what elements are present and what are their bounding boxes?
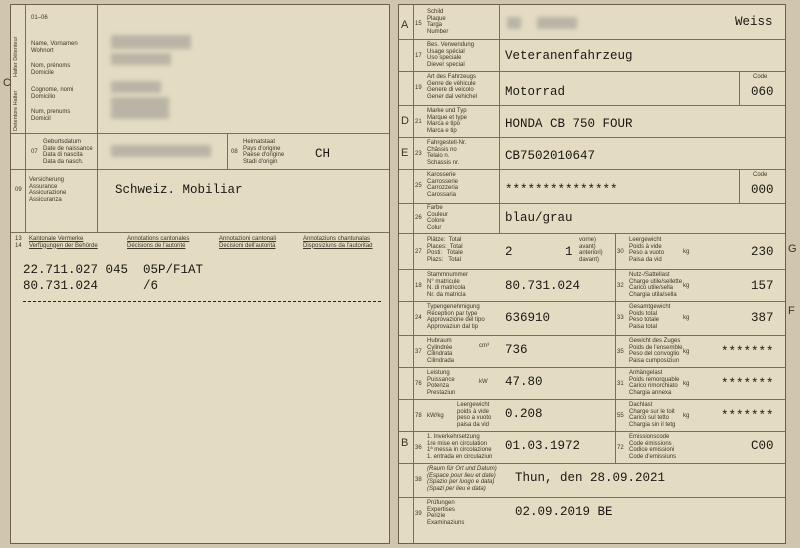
emission-code-label: Emissionscode Code émissions Codice emissioni Code d'emissiuns [629,434,677,460]
displacement-label: Hubraum Cylindrée Cilindrata Cilindrada [427,338,455,364]
body-code-box [739,169,740,203]
name-label: Name, Vornamen Wohnort [31,41,78,54]
margin-letter-f: F [788,305,795,317]
place-date-value: Thun, den 28.09.2021 [515,471,666,485]
tow-load-value: ******* [721,377,774,391]
birth-row [11,133,389,170]
body-row [399,169,785,204]
annotation-line-2: 80.731.024 /6 [23,279,159,293]
vehicle-type-label: Art des Fahrzeugs Genre de véhicule Genere di veicolo Gener dal vehichel [427,74,478,100]
color-row [399,203,785,234]
displacement-divider [615,335,616,367]
field-38-number: 38 [415,477,422,483]
seats-total-value: 2 [505,245,513,259]
field-13-number: 13 [15,236,22,242]
make-value: HONDA CB 750 FOUR [505,117,633,131]
payload-value: 157 [751,279,774,293]
margin-letter-c: C [3,77,11,89]
type-code-label: Code [753,74,768,80]
color-value: blau/grau [505,211,573,225]
power-weight-divider [615,399,616,431]
seats-front-value: 1 [565,245,573,259]
body-label: Karosserie Carrosserie Carrozzeria Carossaria [427,172,459,198]
body-code-label: Code [753,172,768,178]
annotations-it-label: Annotazioni cantonali Decisioni dell'autorità [219,236,277,249]
margin-letter-e: E [401,147,409,159]
field-14-number: 14 [15,243,22,249]
power-value: 47.80 [505,375,543,389]
home-value: CH [315,147,331,161]
body-value: *************** [505,183,618,197]
approval-divider [615,301,616,335]
field-17-number: 17 [415,53,422,59]
use-label: Bes. Verwendung Usage spécial Uso speciale Diever special [427,42,475,68]
annotation-line-1: 22.711.027 045 05P/F1AT [23,263,204,277]
gross-weight-unit: kg [683,315,690,321]
plate-label: Schild Plaque Targa Number [427,9,449,35]
type-code-value: 060 [751,85,774,99]
use-row [399,39,785,72]
birth-home-divider [227,133,228,169]
annotation-dashed-line [23,301,381,302]
examination-label: Prüfungen Expertises Perizie Examinaziuns [427,500,465,526]
holder-row [11,5,389,134]
field-37-number: 37 [415,349,422,355]
redacted-name [111,35,191,49]
field-30-number: 30 [617,249,624,255]
first-registration-label: 1. Inverkehrsetzung 1re mise en circulation 1ª messa in circolazione 1. entrada en circulaziun [427,434,493,460]
power-weight-label: Leergewicht poids à vide peso a vuoto paisa da vid [457,402,492,428]
redacted-plate-number [537,17,577,29]
roof-load-label: Dachlast Charge sur le toit Carico sul tetto Chargia sin il tetg [629,402,676,428]
color-label: Farbe Couleur Colore Colur [427,205,449,231]
train-weight-label: Gewicht des Zuges Poids de l'ensemble Peso del convoglio Paisa cumposiziun [629,338,683,364]
annotations-fr-label: Annotations cantonales Décisions de l'autorité [127,236,190,249]
field-09-number: 09 [15,187,22,193]
gross-weight-value: 387 [751,311,774,325]
field-25-number: 25 [415,183,422,189]
displacement-unit: cm³ [479,343,489,349]
seats-label: Plätze: Total Places: Total Posti: Totale Plazs: Total [427,237,463,263]
field-72-number: 72 [617,445,624,451]
examination-row [399,497,785,531]
matricule-row [399,269,785,302]
vehicle-type-value: Motorrad [505,85,566,99]
power-weight-value: 0.208 [505,407,543,421]
place-date-label: (Raum für Ort und Datum) (Espace pour lieu et date) (Spazio per luogo e data) (Spazi per lieu e data) [427,466,497,492]
payload-label: Nutz-/Sattellast Charge utile/sellette Carico utile/sella Chargia utila/sella [629,272,683,298]
redacted-birthdate [111,145,211,157]
field-26-number: 26 [415,215,422,221]
power-weight-row [399,399,785,432]
redacted-plate-prefix [507,17,521,29]
roof-load-value: ******* [721,409,774,423]
seats-front-label: vorne) avant) anteriori) davant) [579,237,603,263]
nom-label: Nom, prénoms Domicile [31,63,71,76]
seats-weight-row [399,233,785,270]
margin-letter-a: A [401,19,409,31]
use-value: Veteranenfahrzeug [505,49,633,63]
insurance-label: Versicherung Assurance Assicurazione Assicuranza [29,177,67,203]
field-15-number: 15 [415,21,422,27]
side-holder-label-2: Detentore Halter [13,90,19,131]
field-76-number: 76 [415,381,422,387]
place-date-row [399,463,785,498]
vehicle-type-row [399,71,785,106]
chassis-label: Fahrgestell-Nr. Châssis no Telaio n. Schassis nr. [427,140,467,166]
field-36-number: 36 [415,445,422,451]
make-label: Marke und Typ Marque et type Marca e tipo Marca e tip [427,108,468,134]
insurance-row [11,169,389,233]
power-unit: kW [479,379,488,385]
power-row [399,367,785,400]
field-27-number: 27 [415,249,422,255]
field-18-number: 18 [415,283,422,289]
plate-value: Weiss [735,15,773,29]
tow-load-unit: kg [683,381,690,387]
right-page [398,4,797,544]
seats-divider [615,233,616,269]
first-registration-value: 01.03.1972 [505,439,581,453]
margin-letter-g: G [788,243,797,255]
birth-label: Geburtsdatum Date de naissance Data di nascita Data da nasch. [43,139,93,165]
num-label: Num, prenums Domicil [31,109,71,122]
cognome-label: Cognome, nomi Domicilio [31,87,74,100]
insurance-value: Schweiz. Mobiliar [115,183,243,197]
margin-letter-d: D [401,115,409,127]
field-35-number: 35 [617,349,624,355]
roof-load-unit: kg [683,413,690,419]
payload-unit: kg [683,283,690,289]
home-label: Heimatstaat Pays d'origine Paese d'origine Stadi d'origin [243,139,285,165]
empty-weight-unit: kg [683,249,690,255]
tow-load-label: Anhängelast Poids remorquable Carico rimorchiato Chargia annexa [629,370,680,396]
first-registration-divider [615,431,616,463]
field-08-number: 08 [231,149,238,155]
body-code-value: 000 [751,183,774,197]
field-31-number: 31 [617,381,624,387]
field-01-06-number: 01–06 [31,15,48,21]
approval-value: 636910 [505,311,551,325]
matricule-divider [615,269,616,301]
power-divider [615,367,616,399]
redacted-name-2 [111,53,171,65]
matricule-label: Stammnummer N° matricule N. di matricola Nr. da matricla [427,272,469,298]
train-weight-value: ******* [721,345,774,359]
approval-row [399,301,785,336]
field-23-number: 23 [415,151,422,157]
annotations-rm-label: Annotaziuns chantunalas Disposiziuns da l'autoritad [303,236,373,249]
type-code-box [739,71,740,105]
train-weight-unit: kg [683,349,690,355]
examination-value: 02.09.2019 BE [515,505,613,519]
chassis-row [399,137,785,170]
field-55-number: 55 [617,413,624,419]
redacted-address [111,81,161,93]
plate-row [399,5,785,40]
annotations-header [11,232,389,252]
emission-code-value: C00 [751,439,774,453]
field-07-number: 07 [31,149,38,155]
power-weight-unit: kW/kg [427,413,444,419]
chassis-value: CB7502010647 [505,149,596,163]
empty-weight-value: 230 [751,245,774,259]
make-row [399,105,785,138]
field-39-number: 39 [415,511,422,517]
field-19-number: 19 [415,85,422,91]
empty-weight-label: Leergewicht Poids à vide Peso a vuoto Paisa da vid [629,237,665,263]
margin-letter-b: B [401,437,409,449]
displacement-value: 736 [505,343,528,357]
redacted-address-2 [111,97,169,119]
power-label: Leistung Puissance Potenza Prestaziun [427,370,456,396]
field-21-number: 21 [415,119,422,125]
approval-label: Typengenehmigung Réception par type Approvazione del tipo Approvaziun dal tip [427,304,485,330]
field-32-number: 32 [617,283,624,289]
displacement-row [399,335,785,368]
annotations-de-label: Kantonale Vermerke Verfügungen der Behörde [29,236,98,249]
field-24-number: 24 [415,315,422,321]
left-page [3,4,390,544]
gross-weight-label: Gesamtgewicht Poids total Peso totale Paisa total [629,304,671,330]
side-holder-label: Halter Détenteur [13,36,19,77]
field-78-number: 78 [415,413,422,419]
first-registration-row [399,431,785,464]
matricule-value: 80.731.024 [505,279,581,293]
field-33-number: 33 [617,315,624,321]
